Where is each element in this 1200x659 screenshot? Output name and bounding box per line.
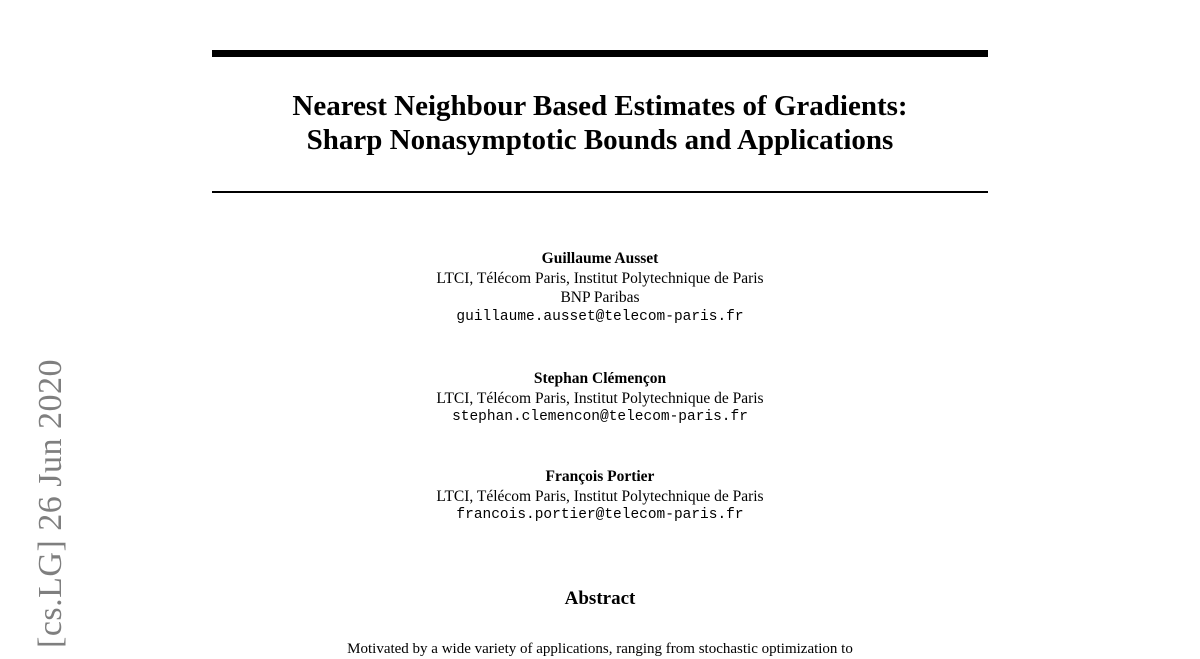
paper-title (212, 89, 988, 157)
abstract-first-line: Motivated by a wide variety of applications, ranging from stochastic optimization to (347, 641, 853, 657)
paper-title-line-1: Nearest Neighbour Based Estimates of Gradients: (292, 90, 908, 122)
author-affiliation: LTCI, Télécom Paris, Institut Polytechnique de Paris (436, 269, 764, 287)
author-name: Guillaume Ausset (541, 250, 659, 267)
author-affiliation: LTCI, Télécom Paris, Institut Polytechnique de Paris (436, 487, 764, 505)
arxiv-identifier-stamp: [cs.LG] 26 Jun 2020 (32, 358, 69, 648)
author-email: francois.portier@telecom-paris.fr (456, 507, 744, 523)
author-affiliation: LTCI, Télécom Paris, Institut Polytechnique de Paris (436, 389, 764, 407)
author-name: Stephan Clémençon (533, 370, 667, 387)
author-block-clemencon (212, 369, 988, 428)
abstract-heading: Abstract (564, 588, 636, 609)
author-email: guillaume.ausset@telecom-paris.fr (456, 308, 744, 325)
title-top-rule (212, 50, 988, 57)
author-email: stephan.clemencon@telecom-paris.fr (452, 409, 748, 425)
author-affiliation-secondary: BNP Paribas (560, 289, 640, 306)
author-name: François Portier (545, 468, 655, 485)
paper-title-line-2: Sharp Nonasymptotic Bounds and Applications (306, 124, 894, 156)
title-bottom-rule (212, 191, 988, 193)
author-block-ausset (212, 249, 988, 327)
author-block-portier (212, 467, 988, 526)
